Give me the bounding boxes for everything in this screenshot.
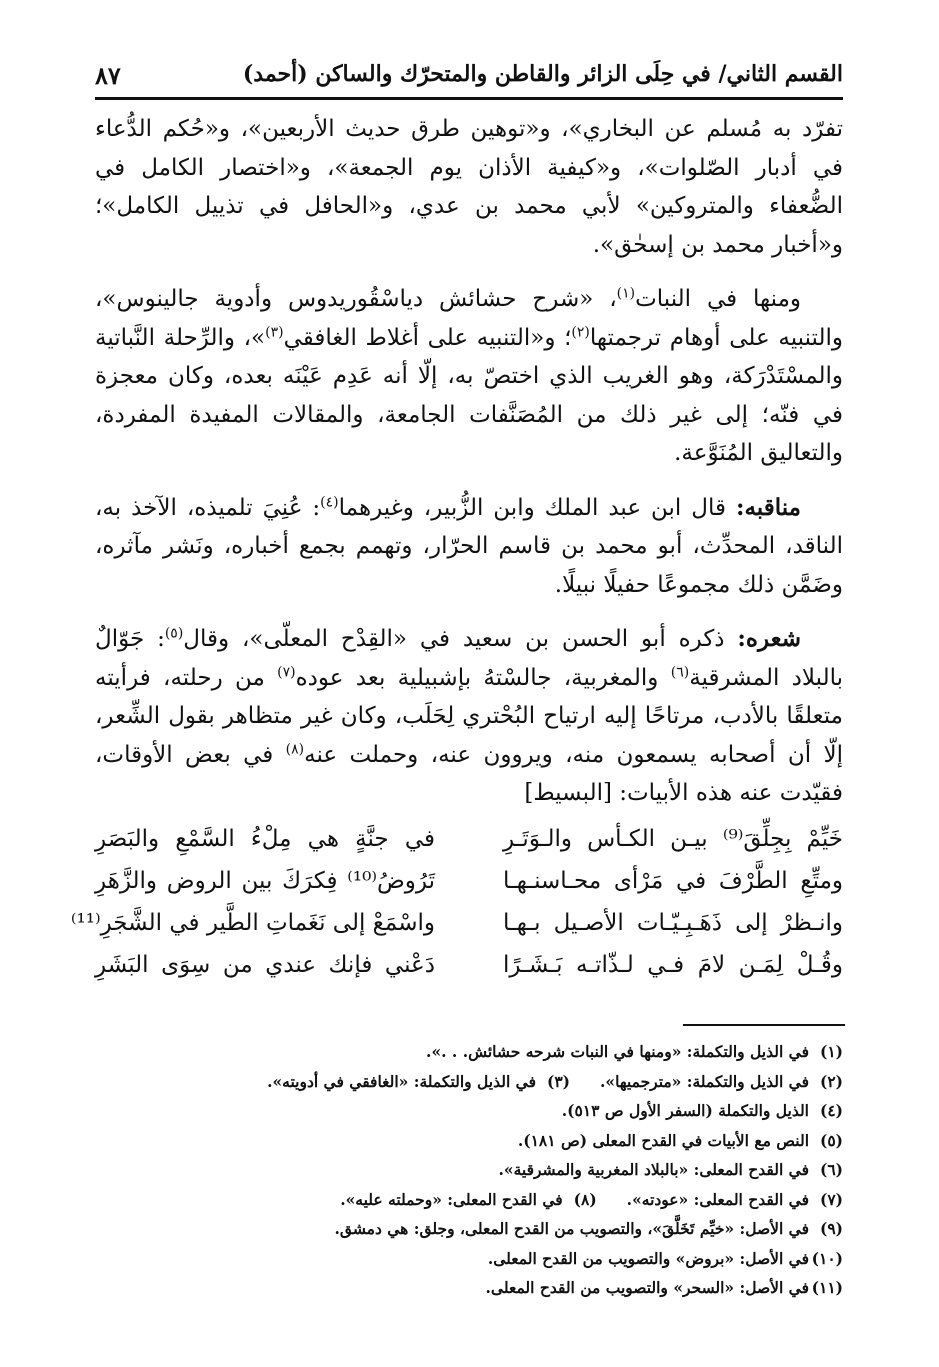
section-heading: مناقبه: (735, 493, 801, 521)
footnote-number: (٩) (819, 1219, 843, 1238)
footnote-text: في الذيل والتكملة: «ومنها في النبات شرحه حشائش. . .». (426, 1042, 809, 1061)
footnote-text: الذيل والتكملة (السفر الأول ص ٥١٣). (561, 1101, 809, 1120)
footnote (600, 1067, 843, 1097)
footnote-ref[interactable]: (٧) (277, 663, 296, 680)
verse-second-hemistich: في جنَّةٍ هي مِلْءُ السَّمْعِ والبَصَرِ (95, 826, 435, 852)
body-text (95, 110, 843, 829)
verse-second-hemistich: تَرُوضُ⁽¹⁰⁾ فِكرَكَ بين الروض والزَّهَرِ (95, 868, 435, 894)
verse-first-hemistich: وقُـلْ لِمَـن لامَ فـي لـذّاتـه بَـشَـرًا (503, 952, 843, 978)
footnote (267, 1067, 570, 1097)
footnote-ref[interactable]: (٦) (670, 663, 690, 680)
footnote-line (95, 1244, 843, 1274)
verse-first-hemistich: ومتِّعِ الطَّرْفَ في مَرْأى محـاسنـهـا (503, 868, 843, 894)
poem-verse (70, 902, 843, 944)
footnote-line (95, 1214, 843, 1244)
section-heading: شعره: (737, 625, 802, 652)
footnote-number: (١٠) (811, 1248, 843, 1268)
footnote-separator (683, 1024, 845, 1026)
footnote-ref[interactable]: (١) (616, 285, 636, 302)
footnote-line (95, 1067, 843, 1097)
footnote-text: النص مع الأبيات في القدح المعلى (ص ١٨١). (517, 1130, 809, 1150)
paragraph-text: ؛ و«التنبيه على أغلاط الغافقي (283, 324, 572, 351)
footnote-text: في الذيل والتكملة: «مترجميها». (599, 1071, 809, 1091)
running-header (95, 57, 843, 97)
footnote-number: (٦) (819, 1160, 843, 1179)
paragraph-text: من رحلته، فرأيته متعلقًا بالأدب، مرتاحًا إليه ارتياح البُحْتري لِحَلَب، وكان غير متظاهر بقول الشِّعر، إلّا أن أصحابه يسمعون منه، ويروون عنه، وحملت عنه (95, 664, 843, 768)
footnote-number: (٤) (819, 1101, 843, 1120)
verse-first-hemistich: وانـظرْ إلى ذَهَـبِـيّـات الأصـيل بـهـا (503, 910, 843, 936)
footnote-number: (٨) (573, 1189, 597, 1209)
page-number: ٨٧ (95, 61, 121, 90)
poem-verse (95, 818, 843, 860)
paragraph-text: والمغربية، جالسْتهُ بإشبيلية بعد عوده (295, 664, 671, 691)
footnote-ref[interactable]: (٣) (265, 323, 284, 340)
paragraph-1 (95, 110, 843, 264)
footnote-text: في الذيل والتكملة: «الغافقي في أدويته». (267, 1071, 536, 1091)
footnote-number: (١) (819, 1042, 843, 1061)
footnote (488, 1244, 843, 1274)
paragraph-text: تفرّد به مُسلم عن البخاري»، و«توهين طرق حديث الأربعين»، و«حُكم الدُّعاء في أدبار الصّلوات»، و«كيفية الأذان يوم الجمعة»، و«اختصار الكامل في الضُّعفاء والمتروكين» لأبي محمد بن عدي، و«الحافل في تذييل الكامل»؛ و«أخبار محمد بن إسحٰق». (95, 116, 843, 258)
footnote (486, 1273, 843, 1303)
footnote-line (95, 1155, 843, 1185)
paragraph-2 (95, 280, 843, 473)
footnote (518, 1126, 843, 1156)
paragraph-text: ذكره أبو الحسن بن سعيد في «القِدْح المعلّى»، وقال (183, 626, 738, 652)
paragraph-text: ومنها في النبات (635, 286, 801, 312)
footnotes (95, 1037, 843, 1303)
paragraph-manaqib (95, 489, 843, 605)
footnote-number: (٣) (546, 1071, 570, 1091)
footnote-text: في القدح المعلى: «وحملته عليه». (340, 1189, 563, 1209)
footnote (627, 1185, 843, 1215)
paragraph-text: : عُنِيَ تلميذه، الآخذ به، الناقد، المحدِّث، أبو محمد بن قاسم الحرّار، وتهمم بجمع أخباره، ونَشر مآثره، وضَمَّن ذلك مجموعًا حفيلًا نبيلًا. (95, 494, 843, 598)
footnote-line (95, 1185, 843, 1215)
footnote (562, 1096, 843, 1126)
footnote-number: (١١) (811, 1278, 843, 1297)
footnote-text: في القدح المعلى: «عودته». (626, 1189, 809, 1209)
footnote-number: (٢) (819, 1071, 843, 1091)
footnote-ref[interactable]: (٢) (571, 323, 590, 340)
footnote-number: (٥) (819, 1130, 843, 1150)
poem (70, 818, 843, 986)
header-title: القسم الثاني/ في حِلَى الزائر والقاطن والمتحرّك والساكن (أحمد) (242, 61, 843, 87)
footnote-ref[interactable]: (٥) (164, 625, 184, 642)
paragraph-text: : جَوّالٌ بالبلاد المشرقية (95, 626, 843, 691)
footnote-number: (٧) (819, 1189, 843, 1209)
footnote-line (95, 1037, 843, 1067)
paragraph-shiruhu (95, 620, 843, 813)
poem-verse (95, 944, 843, 986)
footnote-ref[interactable]: (٨) (285, 740, 305, 757)
verse-second-hemistich: دَعْني فإنك عندي من سِوَى البَشَرِ (95, 952, 435, 978)
paragraph-text: قال ابن عبد الملك وابن الزُّبير، وغيرهما (338, 494, 736, 521)
footnote (499, 1155, 844, 1185)
paragraph-text: »، والرِّحلة النَّباتية والمسْتَدْرَكة، وهو الغريب الذي اختصّ به، إلّا أنه عَدِم عَيْنَه بعده، وكان معجزة في فنّه؛ إلى غير ذلك من المُصَنَّفات الجامعة، والمقالات المفيدة المفردة، والتعاليق المُنَوَّعة. (95, 324, 843, 466)
paragraph-text: ، «شرح حشائش دياسْقُوريدوس وأدوية جالينوس»، والتنبيه على أوهام ترجمتها (95, 286, 843, 351)
header-rule (95, 97, 843, 100)
footnote-text: في الأصل: «السحر» والتصويب من القدح المعلى. (485, 1278, 809, 1297)
verse-first-hemistich: خَيِّمْ بِجِلِّقَ⁽⁹⁾ بيـن الكـأس والـوَتَـرِ (503, 826, 843, 852)
footnote-ref[interactable]: (٤) (320, 493, 339, 510)
poem-verse (95, 860, 843, 902)
footnote-line (95, 1273, 843, 1303)
footnote-line (95, 1126, 843, 1156)
footnote (340, 1185, 596, 1215)
footnote-text: في الأصل: «خيِّم تَخَلَّقَ»، والتصويب من القدح المعلى، وجلق: هي دمشق. (334, 1219, 809, 1238)
footnote-text: في القدح المعلى: «بالبلاد المغربية والمشرقية». (498, 1160, 809, 1179)
paragraph-text: في بعض الأوقات، فقيّدت عنه هذه الأبيات: [البسيط] (95, 741, 843, 806)
verse-second-hemistich: واسْمَعْ إلى نَغَماتِ الطَّير في الشَّجَرِ⁽¹¹⁾ (70, 910, 435, 936)
footnote-line (95, 1096, 843, 1126)
footnote (426, 1037, 843, 1067)
footnote (335, 1214, 844, 1244)
footnote-text: في الأصل: «بروض» والتصويب من القدح المعلى. (487, 1248, 809, 1268)
